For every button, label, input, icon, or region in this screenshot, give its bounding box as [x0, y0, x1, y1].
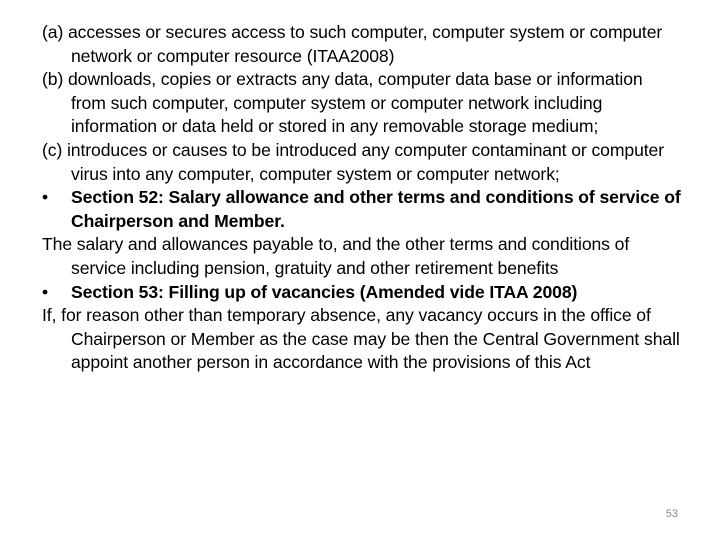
clause-a: (a) accesses or secures access to such computer, computer system or computer network or computer resource (ITAA2008) [42, 22, 663, 66]
section-53-bullet [42, 281, 682, 305]
slide-body [42, 21, 682, 375]
section-53-heading: Section 53: Filling up of vacancies (Amended vide ITAA 2008) [71, 281, 578, 302]
clause-b: (b) downloads, copies or extracts any data, computer data base or information from such computer, computer system or computer network including information or data held or stored in any removable storage medium; [42, 69, 643, 137]
clause-c: (c) introduces or causes to be introduced any computer contaminant or computer virus into any computer, computer system or computer network; [42, 139, 664, 184]
page-number: 53 [665, 508, 678, 520]
section-52-bullet [42, 186, 682, 233]
section-52-description: The salary and allowances payable to, and the other terms and conditions of service including pension, gratuity and other retirement benefits [42, 234, 630, 278]
bullet-mark: • [42, 187, 49, 208]
section-53-description: If, for reason other than temporary absence, any vacancy occurs in the office of Chairperson or Member as the case may be then the Central Government shall appoint another person in accordance with the provisions of this Act [42, 305, 680, 373]
bullet-mark: • [42, 281, 49, 302]
section-52-heading: Section 52: Salary allowance and other terms and conditions of service of Chairperson and Member. [71, 187, 681, 231]
